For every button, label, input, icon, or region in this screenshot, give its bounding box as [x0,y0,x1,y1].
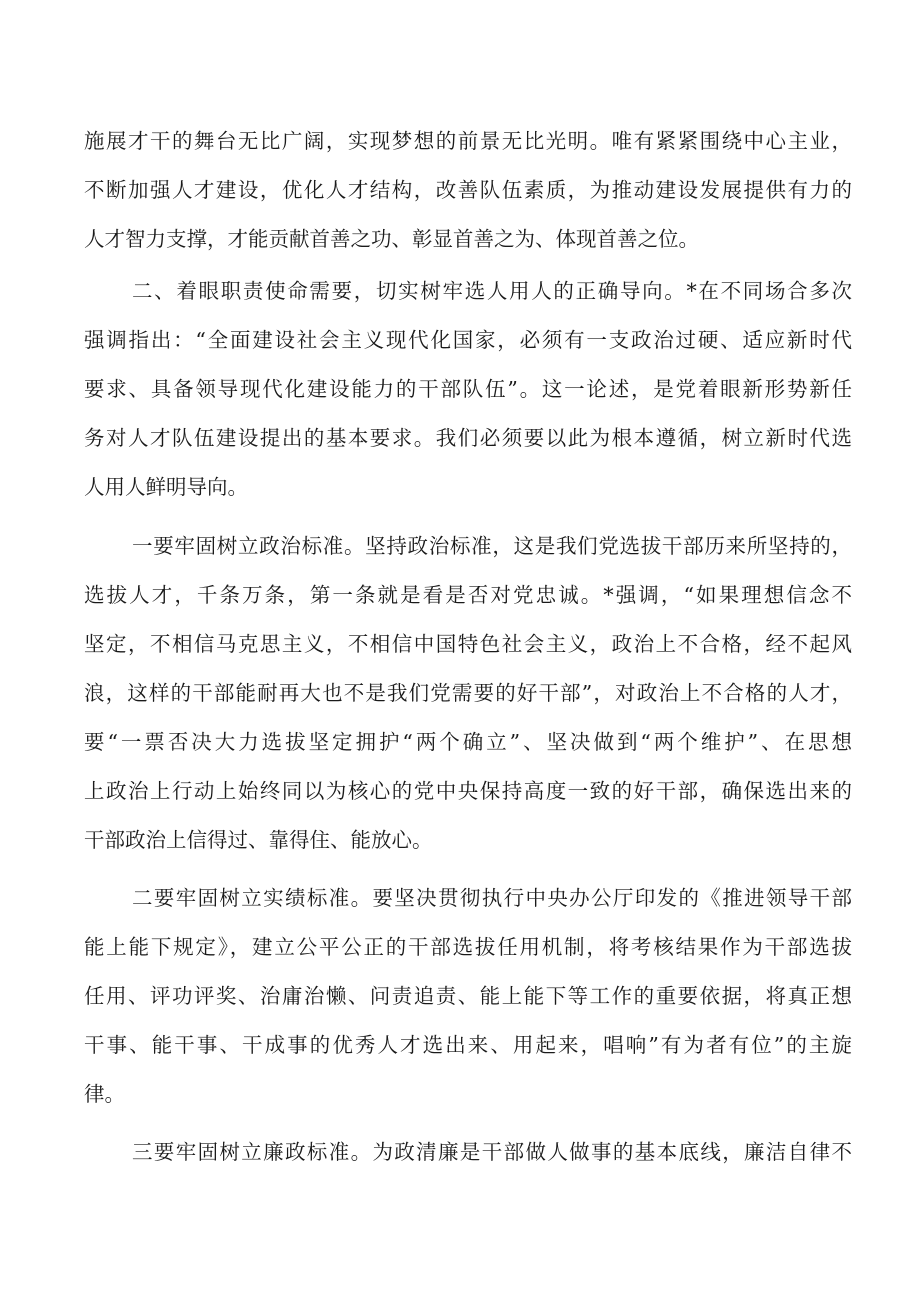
paragraph-4-line-3: 任用、评功评奖、治庸治懒、问责追责、能上能下等工作的重要依据，将真正想 [84,984,852,1008]
paragraph-2-line-2: 强调指出：“全面建设社会主义现代化国家，必须有一支政治过硬、适应新时代 [84,328,852,352]
paragraph-4-line-1: 二要牢固树立实绩标准。要坚决贯彻执行中央办公厅印发的《推进领导干部 [132,886,852,910]
paragraph-1-line-1: 施展才干的舞台无比广阔，实现梦想的前景无比光明。唯有紧紧围绕中心主业， [84,129,852,153]
paragraph-1-line-3: 人才智力支撑，才能贡献首善之功、彰显首善之为、体现首善之位。 [84,227,699,251]
paragraph-3-line-7: 干部政治上信得过、靠得住、能放心。 [84,828,433,852]
paragraph-3-line-2: 选拔人才，千条万条，第一条就是看是否对党忠诚。*强调，“如果理想信念不 [84,583,852,607]
paragraph-2-line-1: 二、着眼职责使命需要，切实树牢选人用人的正确导向。*在不同场合多次 [132,279,852,303]
paragraph-5-line-1: 三要牢固树立廉政标准。为政清廉是干部做人做事的基本底线，廉洁自律不 [132,1140,852,1164]
paragraph-1-line-2: 不断加强人才建设，优化人才结构，改善队伍素质，为推动建设发展提供有力的 [84,178,852,202]
paragraph-2-line-4: 务对人才队伍建设提出的基本要求。我们必须要以此为根本遵循，树立新时代选 [84,426,852,450]
paragraph-2-line-3: 要求、具备领导现代化建设能力的干部队伍”。这一论述，是党着眼新形势新任 [84,377,852,401]
paragraph-3-line-3: 坚定，不相信马克思主义，不相信中国特色社会主义，政治上不合格，经不起风 [84,632,852,656]
paragraph-3-line-6: 上政治上行动上始终同以为核心的党中央保持高度一致的好干部，确保选出来的 [84,779,852,803]
paragraph-4-line-2: 能上能下规定》，建立公平公正的干部选拔任用机制，将考核结果作为干部选拔 [84,935,852,959]
paragraph-3-line-1: 一要牢固树立政治标准。坚持政治标准，这是我们党选拔干部历来所坚持的， [132,534,852,558]
paragraph-4-line-5: 律。 [84,1082,125,1106]
paragraph-4-line-4: 干事、能干事、干成事的优秀人才选出来、用起来，唱响”有为者有位”的主旋 [84,1033,852,1057]
paragraph-3-line-5: 要“一票否决大力选拔坚定拥护“两个确立”、坚决做到“两个维护”、在思想 [84,730,852,754]
paragraph-2-line-5: 人用人鲜明导向。 [84,475,248,499]
paragraph-3-line-4: 浪，这样的干部能耐再大也不是我们党需要的好干部”，对政治上不合格的人才， [84,681,852,705]
